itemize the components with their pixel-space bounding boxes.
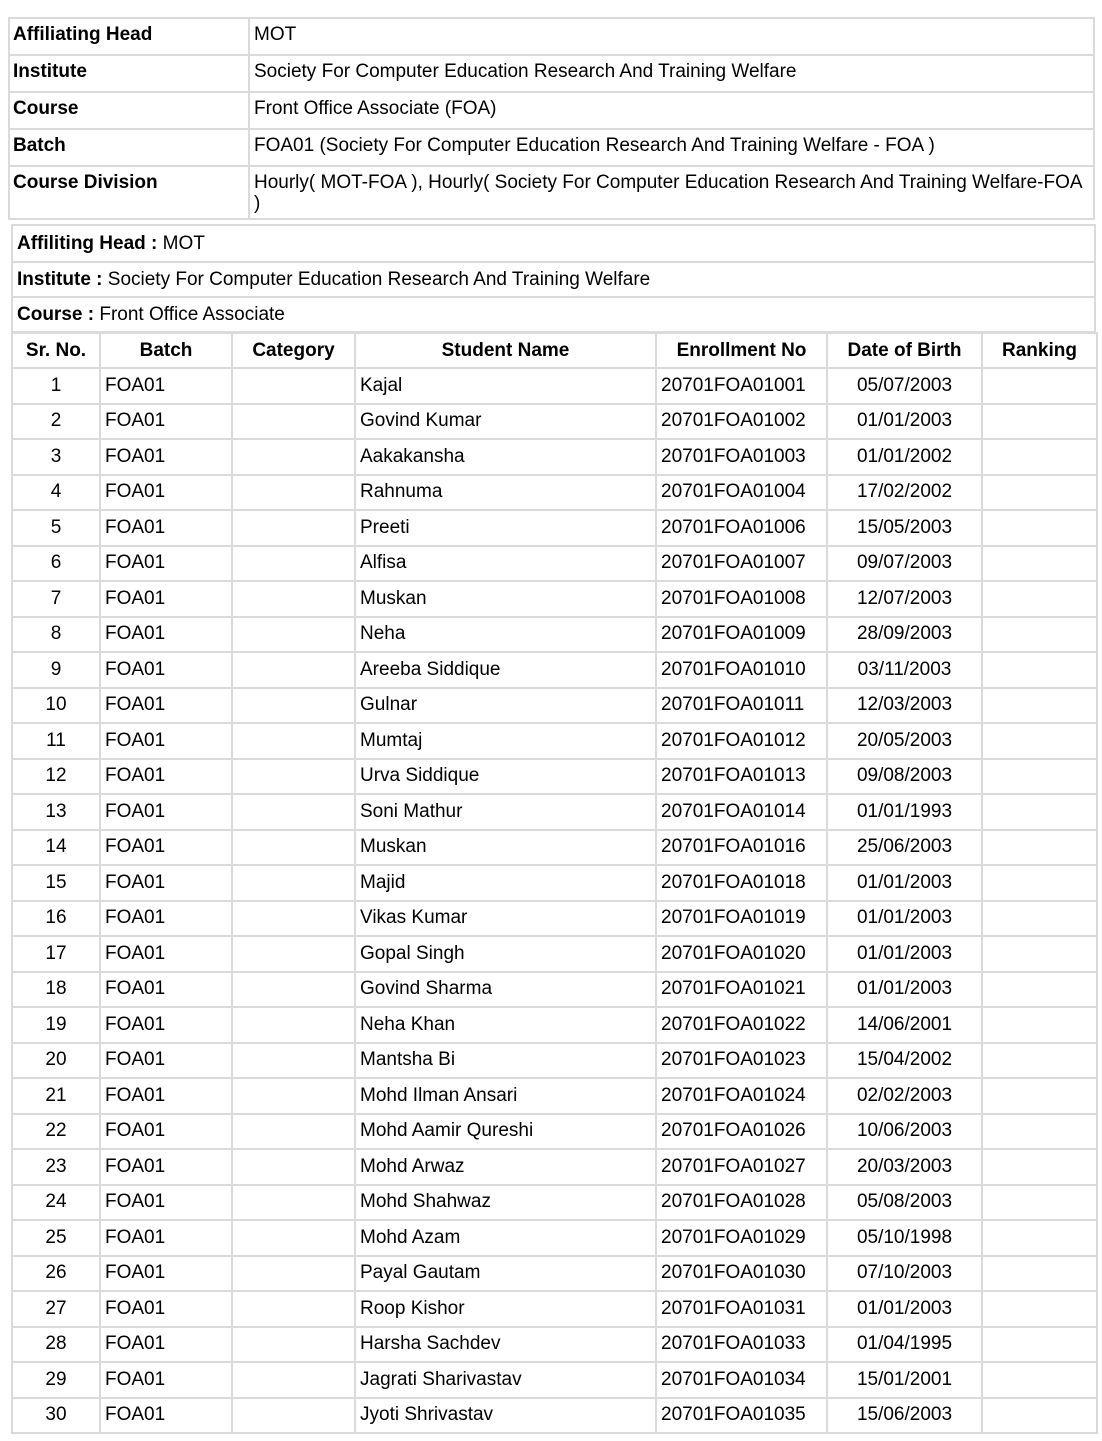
cell-batch: FOA01: [100, 1007, 232, 1043]
table-row: [12, 759, 1097, 795]
cell-ranking: [982, 1220, 1097, 1256]
cell-ranking: [982, 688, 1097, 724]
cell-sr-no: 23: [12, 1149, 100, 1185]
cell-date-of-birth: 01/04/1995: [827, 1327, 982, 1363]
cell-enrollment-no: 20701FOA01024: [656, 1078, 827, 1114]
cell-batch: FOA01: [100, 1185, 232, 1221]
cell-sr-no: 21: [12, 1078, 100, 1114]
cell-enrollment-no: 20701FOA01027: [656, 1149, 827, 1185]
cell-batch: FOA01: [100, 546, 232, 582]
cell-category: [232, 830, 355, 866]
column-header-sr-no: Sr. No.: [12, 333, 100, 368]
info-label: Affiliating Head: [9, 18, 249, 55]
cell-date-of-birth: 01/01/2003: [827, 1291, 982, 1327]
cell-category: [232, 936, 355, 972]
column-header-student-name: Student Name: [355, 333, 656, 368]
info-row-course: [9, 92, 1094, 129]
cell-date-of-birth: 12/07/2003: [827, 581, 982, 617]
cell-batch: FOA01: [100, 901, 232, 937]
cell-category: [232, 1114, 355, 1150]
cell-category: [232, 688, 355, 724]
table-row: [12, 1007, 1097, 1043]
cell-student-name: Kajal: [355, 368, 656, 404]
cell-date-of-birth: 20/05/2003: [827, 723, 982, 759]
table-row: [12, 1043, 1097, 1079]
cell-ranking: [982, 1362, 1097, 1398]
cell-student-name: Vikas Kumar: [355, 901, 656, 937]
cell-batch: FOA01: [100, 404, 232, 440]
cell-enrollment-no: 20701FOA01007: [656, 546, 827, 582]
column-header-enrollment-no: Enrollment No: [656, 333, 827, 368]
cell-date-of-birth: 14/06/2001: [827, 1007, 982, 1043]
cell-enrollment-no: 20701FOA01033: [656, 1327, 827, 1363]
cell-date-of-birth: 09/08/2003: [827, 759, 982, 795]
table-row: [12, 1256, 1097, 1292]
cell-sr-no: 17: [12, 936, 100, 972]
cell-date-of-birth: 05/08/2003: [827, 1185, 982, 1221]
cell-ranking: [982, 617, 1097, 653]
table-row: [12, 972, 1097, 1008]
cell-sr-no: 4: [12, 475, 100, 511]
cell-enrollment-no: 20701FOA01030: [656, 1256, 827, 1292]
cell-student-name: Urva Siddique: [355, 759, 656, 795]
cell-date-of-birth: 01/01/2003: [827, 901, 982, 937]
cell-enrollment-no: 20701FOA01031: [656, 1291, 827, 1327]
table-row: [12, 404, 1097, 440]
cell-category: [232, 1043, 355, 1079]
cell-date-of-birth: 09/07/2003: [827, 546, 982, 582]
cell-batch: FOA01: [100, 617, 232, 653]
cell-sr-no: 28: [12, 1327, 100, 1363]
cell-ranking: [982, 1114, 1097, 1150]
info-value: FOA01 (Society For Computer Education Research And Training Welfare - FOA ): [249, 129, 1094, 166]
cell-enrollment-no: 20701FOA01035: [656, 1398, 827, 1434]
cell-student-name: Roop Kishor: [355, 1291, 656, 1327]
cell-student-name: Harsha Sachdev: [355, 1327, 656, 1363]
cell-batch: FOA01: [100, 794, 232, 830]
cell-student-name: Neha: [355, 617, 656, 653]
student-table: [11, 332, 1098, 1434]
cell-date-of-birth: 05/10/1998: [827, 1220, 982, 1256]
cell-category: [232, 1291, 355, 1327]
cell-student-name: Mohd Aamir Qureshi: [355, 1114, 656, 1150]
cell-date-of-birth: 15/05/2003: [827, 510, 982, 546]
cell-date-of-birth: 02/02/2003: [827, 1078, 982, 1114]
cell-sr-no: 14: [12, 830, 100, 866]
cell-sr-no: 20: [12, 1043, 100, 1079]
info-label: Course Division: [9, 166, 249, 219]
table-row: [12, 865, 1097, 901]
table-row: [12, 1185, 1097, 1221]
cell-category: [232, 1185, 355, 1221]
cell-sr-no: 22: [12, 1114, 100, 1150]
cell-batch: FOA01: [100, 830, 232, 866]
info-row-affiliating-head: [9, 18, 1094, 55]
cell-enrollment-no: 20701FOA01012: [656, 723, 827, 759]
cell-date-of-birth: 03/11/2003: [827, 652, 982, 688]
cell-ranking: [982, 901, 1097, 937]
cell-category: [232, 368, 355, 404]
header-value: Society For Computer Education Research And Training Welfare: [102, 268, 651, 290]
report-header: [11, 224, 1096, 333]
cell-enrollment-no: 20701FOA01020: [656, 936, 827, 972]
cell-batch: FOA01: [100, 439, 232, 475]
cell-ranking: [982, 510, 1097, 546]
cell-student-name: Areeba Siddique: [355, 652, 656, 688]
cell-ranking: [982, 475, 1097, 511]
info-row-batch: [9, 129, 1094, 166]
column-header-ranking: Ranking: [982, 333, 1097, 368]
header-row-course: [12, 297, 1095, 332]
cell-batch: FOA01: [100, 581, 232, 617]
cell-sr-no: 30: [12, 1398, 100, 1434]
table-row: [12, 1220, 1097, 1256]
cell-category: [232, 1398, 355, 1434]
cell-enrollment-no: 20701FOA01021: [656, 972, 827, 1008]
header-affiliating-cell: [12, 225, 1095, 262]
cell-batch: FOA01: [100, 1398, 232, 1434]
cell-ranking: [982, 1256, 1097, 1292]
cell-category: [232, 972, 355, 1008]
cell-sr-no: 6: [12, 546, 100, 582]
header-label: Course :: [17, 303, 95, 325]
cell-category: [232, 1327, 355, 1363]
info-row-institute: [9, 55, 1094, 92]
cell-sr-no: 8: [12, 617, 100, 653]
cell-student-name: Neha Khan: [355, 1007, 656, 1043]
header-label: Affiliting Head :: [17, 232, 158, 254]
column-header-date-of-birth: Date of Birth: [827, 333, 982, 368]
cell-ranking: [982, 581, 1097, 617]
cell-category: [232, 1220, 355, 1256]
info-label: Batch: [9, 129, 249, 166]
cell-student-name: Govind Kumar: [355, 404, 656, 440]
cell-student-name: Preeti: [355, 510, 656, 546]
cell-ranking: [982, 936, 1097, 972]
course-info-table: [8, 17, 1095, 220]
cell-enrollment-no: 20701FOA01016: [656, 830, 827, 866]
student-rows: [12, 368, 1097, 1433]
cell-category: [232, 617, 355, 653]
cell-enrollment-no: 20701FOA01010: [656, 652, 827, 688]
cell-ranking: [982, 404, 1097, 440]
table-row: [12, 368, 1097, 404]
cell-date-of-birth: 17/02/2002: [827, 475, 982, 511]
cell-batch: FOA01: [100, 1043, 232, 1079]
cell-sr-no: 27: [12, 1291, 100, 1327]
header-course-cell: [12, 297, 1095, 332]
cell-enrollment-no: 20701FOA01026: [656, 1114, 827, 1150]
cell-date-of-birth: 01/01/2002: [827, 439, 982, 475]
cell-sr-no: 18: [12, 972, 100, 1008]
cell-sr-no: 16: [12, 901, 100, 937]
cell-sr-no: 12: [12, 759, 100, 795]
info-value: Society For Computer Education Research And Training Welfare: [249, 55, 1094, 92]
cell-student-name: Mohd Shahwaz: [355, 1185, 656, 1221]
cell-batch: FOA01: [100, 652, 232, 688]
table-row: [12, 723, 1097, 759]
cell-category: [232, 581, 355, 617]
cell-category: [232, 1149, 355, 1185]
cell-batch: FOA01: [100, 1256, 232, 1292]
cell-student-name: Mohd Arwaz: [355, 1149, 656, 1185]
table-row: [12, 1327, 1097, 1363]
column-header-category: Category: [232, 333, 355, 368]
column-header-batch: Batch: [100, 333, 232, 368]
cell-ranking: [982, 972, 1097, 1008]
cell-student-name: Muskan: [355, 830, 656, 866]
cell-ranking: [982, 1149, 1097, 1185]
table-row: [12, 936, 1097, 972]
cell-date-of-birth: 01/01/1993: [827, 794, 982, 830]
cell-ranking: [982, 794, 1097, 830]
cell-enrollment-no: 20701FOA01028: [656, 1185, 827, 1221]
cell-enrollment-no: 20701FOA01019: [656, 901, 827, 937]
cell-enrollment-no: 20701FOA01018: [656, 865, 827, 901]
cell-batch: FOA01: [100, 936, 232, 972]
cell-batch: FOA01: [100, 1149, 232, 1185]
cell-sr-no: 1: [12, 368, 100, 404]
table-row: [12, 510, 1097, 546]
cell-category: [232, 404, 355, 440]
cell-sr-no: 13: [12, 794, 100, 830]
cell-date-of-birth: 28/09/2003: [827, 617, 982, 653]
cell-ranking: [982, 1007, 1097, 1043]
cell-enrollment-no: 20701FOA01011: [656, 688, 827, 724]
cell-ranking: [982, 1327, 1097, 1363]
cell-ranking: [982, 865, 1097, 901]
cell-student-name: Mohd Ilman Ansari: [355, 1078, 656, 1114]
info-value: MOT: [249, 18, 1094, 55]
cell-date-of-birth: 07/10/2003: [827, 1256, 982, 1292]
cell-sr-no: 19: [12, 1007, 100, 1043]
cell-student-name: Soni Mathur: [355, 794, 656, 830]
cell-date-of-birth: 10/06/2003: [827, 1114, 982, 1150]
cell-enrollment-no: 20701FOA01022: [656, 1007, 827, 1043]
cell-enrollment-no: 20701FOA01001: [656, 368, 827, 404]
cell-date-of-birth: 01/01/2003: [827, 936, 982, 972]
cell-enrollment-no: 20701FOA01006: [656, 510, 827, 546]
cell-enrollment-no: 20701FOA01003: [656, 439, 827, 475]
cell-batch: FOA01: [100, 1220, 232, 1256]
cell-date-of-birth: 01/01/2003: [827, 972, 982, 1008]
cell-student-name: Jagrati Sharivastav: [355, 1362, 656, 1398]
table-row: [12, 1362, 1097, 1398]
cell-category: [232, 652, 355, 688]
cell-ranking: [982, 1043, 1097, 1079]
cell-enrollment-no: 20701FOA01034: [656, 1362, 827, 1398]
cell-ranking: [982, 759, 1097, 795]
cell-student-name: Jyoti Shrivastav: [355, 1398, 656, 1434]
cell-student-name: Gopal Singh: [355, 936, 656, 972]
table-row: [12, 581, 1097, 617]
cell-ranking: [982, 723, 1097, 759]
table-row: [12, 1078, 1097, 1114]
cell-batch: FOA01: [100, 688, 232, 724]
cell-date-of-birth: 20/03/2003: [827, 1149, 982, 1185]
cell-sr-no: 2: [12, 404, 100, 440]
cell-ranking: [982, 1291, 1097, 1327]
cell-ranking: [982, 830, 1097, 866]
cell-enrollment-no: 20701FOA01009: [656, 617, 827, 653]
cell-batch: FOA01: [100, 510, 232, 546]
cell-date-of-birth: 15/06/2003: [827, 1398, 982, 1434]
cell-enrollment-no: 20701FOA01004: [656, 475, 827, 511]
cell-date-of-birth: 15/01/2001: [827, 1362, 982, 1398]
table-row: [12, 688, 1097, 724]
cell-ranking: [982, 652, 1097, 688]
cell-enrollment-no: 20701FOA01008: [656, 581, 827, 617]
cell-sr-no: 26: [12, 1256, 100, 1292]
cell-date-of-birth: 05/07/2003: [827, 368, 982, 404]
cell-category: [232, 901, 355, 937]
cell-sr-no: 24: [12, 1185, 100, 1221]
cell-ranking: [982, 1078, 1097, 1114]
cell-batch: FOA01: [100, 1114, 232, 1150]
table-row: [12, 901, 1097, 937]
cell-category: [232, 794, 355, 830]
cell-enrollment-no: 20701FOA01014: [656, 794, 827, 830]
cell-student-name: Rahnuma: [355, 475, 656, 511]
cell-student-name: Gulnar: [355, 688, 656, 724]
header-value: MOT: [157, 232, 205, 254]
table-row: [12, 1291, 1097, 1327]
cell-sr-no: 9: [12, 652, 100, 688]
cell-ranking: [982, 1398, 1097, 1434]
cell-student-name: Muskan: [355, 581, 656, 617]
cell-batch: FOA01: [100, 723, 232, 759]
cell-sr-no: 11: [12, 723, 100, 759]
cell-student-name: Mumtaj: [355, 723, 656, 759]
cell-sr-no: 29: [12, 1362, 100, 1398]
cell-category: [232, 1078, 355, 1114]
cell-sr-no: 5: [12, 510, 100, 546]
cell-date-of-birth: 01/01/2003: [827, 865, 982, 901]
info-value: Front Office Associate (FOA): [249, 92, 1094, 129]
cell-category: [232, 1362, 355, 1398]
table-row: [12, 439, 1097, 475]
cell-student-name: Mantsha Bi: [355, 1043, 656, 1079]
info-row-course-division: [9, 166, 1094, 219]
cell-batch: FOA01: [100, 475, 232, 511]
cell-ranking: [982, 368, 1097, 404]
cell-category: [232, 1007, 355, 1043]
cell-date-of-birth: 15/04/2002: [827, 1043, 982, 1079]
cell-enrollment-no: 20701FOA01013: [656, 759, 827, 795]
info-label: Institute: [9, 55, 249, 92]
cell-batch: FOA01: [100, 1078, 232, 1114]
table-row: [12, 475, 1097, 511]
cell-student-name: Govind Sharma: [355, 972, 656, 1008]
cell-batch: FOA01: [100, 368, 232, 404]
cell-ranking: [982, 439, 1097, 475]
cell-batch: FOA01: [100, 1291, 232, 1327]
cell-sr-no: 3: [12, 439, 100, 475]
header-institute-cell: [12, 262, 1095, 297]
info-label: Course: [9, 92, 249, 129]
cell-batch: FOA01: [100, 865, 232, 901]
cell-batch: FOA01: [100, 972, 232, 1008]
cell-date-of-birth: 25/06/2003: [827, 830, 982, 866]
cell-student-name: Payal Gautam: [355, 1256, 656, 1292]
table-row: [12, 546, 1097, 582]
cell-category: [232, 475, 355, 511]
cell-enrollment-no: 20701FOA01002: [656, 404, 827, 440]
table-row: [12, 652, 1097, 688]
cell-sr-no: 10: [12, 688, 100, 724]
header-value: Front Office Associate: [94, 303, 285, 325]
table-row: [12, 1398, 1097, 1434]
cell-category: [232, 1256, 355, 1292]
header-label: Institute :: [17, 268, 103, 290]
cell-student-name: Alfisa: [355, 546, 656, 582]
cell-enrollment-no: 20701FOA01029: [656, 1220, 827, 1256]
cell-category: [232, 865, 355, 901]
cell-student-name: Mohd Azam: [355, 1220, 656, 1256]
table-row: [12, 794, 1097, 830]
cell-category: [232, 546, 355, 582]
cell-sr-no: 7: [12, 581, 100, 617]
cell-category: [232, 510, 355, 546]
header-row-institute: [12, 262, 1095, 297]
cell-date-of-birth: 12/03/2003: [827, 688, 982, 724]
cell-date-of-birth: 01/01/2003: [827, 404, 982, 440]
cell-student-name: Aakakansha: [355, 439, 656, 475]
cell-category: [232, 723, 355, 759]
cell-category: [232, 759, 355, 795]
cell-category: [232, 439, 355, 475]
table-row: [12, 1114, 1097, 1150]
cell-ranking: [982, 1185, 1097, 1221]
cell-enrollment-no: 20701FOA01023: [656, 1043, 827, 1079]
table-row: [12, 830, 1097, 866]
cell-sr-no: 25: [12, 1220, 100, 1256]
cell-batch: FOA01: [100, 759, 232, 795]
table-row: [12, 1149, 1097, 1185]
cell-sr-no: 15: [12, 865, 100, 901]
info-value: Hourly( MOT-FOA ), Hourly( Society For Computer Education Research And Training Welfare-FOA ): [249, 166, 1094, 219]
cell-batch: FOA01: [100, 1362, 232, 1398]
cell-ranking: [982, 546, 1097, 582]
table-header-row: [12, 333, 1097, 368]
cell-student-name: Majid: [355, 865, 656, 901]
header-row-affiliating: [12, 225, 1095, 262]
cell-batch: FOA01: [100, 1327, 232, 1363]
table-row: [12, 617, 1097, 653]
